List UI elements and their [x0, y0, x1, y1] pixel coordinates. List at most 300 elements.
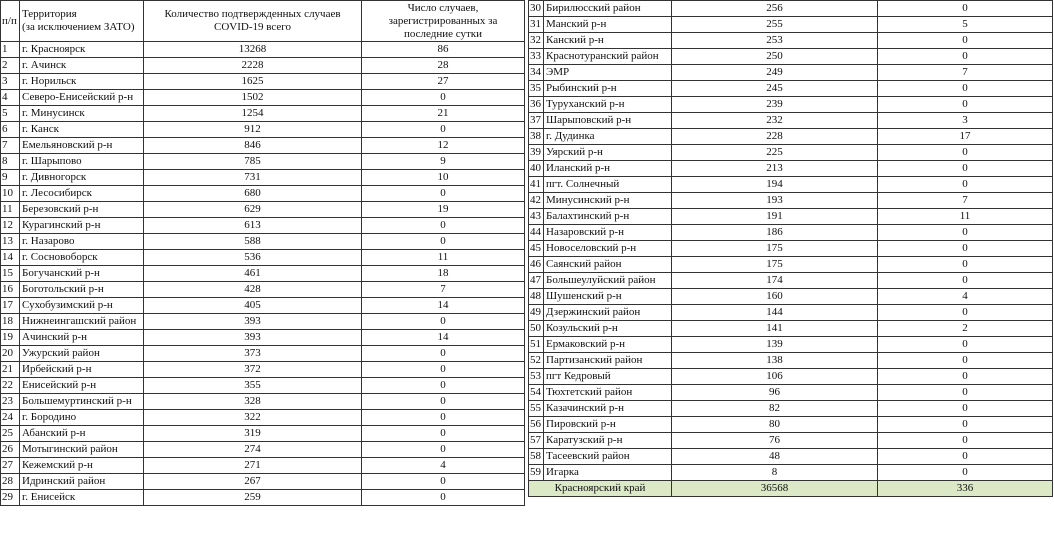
total-cases: 138	[672, 353, 878, 369]
territory-name: Игарка	[544, 465, 672, 481]
row-number: 2	[1, 58, 20, 74]
table-row	[1, 138, 525, 154]
territory-name: Канский р-н	[544, 33, 672, 49]
table-row	[529, 129, 1053, 145]
territory-name: Тасеевский район	[544, 449, 672, 465]
total-row	[529, 481, 1053, 497]
territory-name: г. Ачинск	[20, 58, 144, 74]
table-row	[529, 305, 1053, 321]
total-cases: 80	[672, 417, 878, 433]
total-cases: 249	[672, 65, 878, 81]
territory-name: Ирбейский р-н	[20, 362, 144, 378]
daily-cases: 0	[878, 241, 1053, 257]
territory-name: Шарыповский р-н	[544, 113, 672, 129]
table-row	[529, 145, 1053, 161]
row-number: 7	[1, 138, 20, 154]
territory-name: Большеулуйский район	[544, 273, 672, 289]
daily-cases: 7	[362, 282, 525, 298]
table-row	[529, 225, 1053, 241]
daily-cases: 0	[362, 90, 525, 106]
daily-cases: 19	[362, 202, 525, 218]
row-number: 58	[529, 449, 544, 465]
total-cases: 141	[672, 321, 878, 337]
row-number: 53	[529, 369, 544, 385]
daily-cases: 0	[878, 97, 1053, 113]
row-number: 21	[1, 362, 20, 378]
daily-cases: 0	[878, 225, 1053, 241]
table-row	[1, 490, 525, 506]
daily-cases: 0	[878, 161, 1053, 177]
total-cases: 239	[672, 97, 878, 113]
table-row	[1, 186, 525, 202]
daily-cases: 7	[878, 65, 1053, 81]
total-cases: 846	[144, 138, 362, 154]
row-number: 28	[1, 474, 20, 490]
row-number: 23	[1, 394, 20, 410]
header-territory: Территория (за исключением ЗАТО)	[20, 1, 144, 42]
row-number: 46	[529, 257, 544, 273]
total-cases: 271	[144, 458, 362, 474]
territory-name: Козульский р-н	[544, 321, 672, 337]
daily-cases: 0	[878, 465, 1053, 481]
table-row	[1, 42, 525, 58]
row-number: 31	[529, 17, 544, 33]
total-cases: 274	[144, 442, 362, 458]
table-row	[1, 282, 525, 298]
territory-name: Рыбинский р-н	[544, 81, 672, 97]
total-cases: 461	[144, 266, 362, 282]
row-number: 24	[1, 410, 20, 426]
row-number: 45	[529, 241, 544, 257]
territory-name: пгт Кедровый	[544, 369, 672, 385]
daily-cases: 11	[878, 209, 1053, 225]
territory-name: Назаровский р-н	[544, 225, 672, 241]
row-number: 22	[1, 378, 20, 394]
territory-name: Иланский р-н	[544, 161, 672, 177]
table-row	[529, 401, 1053, 417]
daily-cases: 86	[362, 42, 525, 58]
table-row	[1, 218, 525, 234]
row-number: 30	[529, 1, 544, 17]
covid-table-left	[0, 0, 525, 506]
total-cases: 259	[144, 490, 362, 506]
daily-cases: 4	[362, 458, 525, 474]
table-row	[529, 49, 1053, 65]
total-cases: 48	[672, 449, 878, 465]
row-number: 50	[529, 321, 544, 337]
territory-name: Уярский р-н	[544, 145, 672, 161]
table-row	[1, 314, 525, 330]
table-row	[529, 321, 1053, 337]
daily-cases: 0	[362, 186, 525, 202]
daily-cases: 0	[362, 394, 525, 410]
table-row	[1, 170, 525, 186]
row-number: 35	[529, 81, 544, 97]
total-cases: 36568	[672, 481, 878, 497]
territory-name: г. Назарово	[20, 234, 144, 250]
territory-name: Саянский район	[544, 257, 672, 273]
daily-cases: 0	[878, 273, 1053, 289]
daily-cases: 0	[878, 433, 1053, 449]
territory-name: Минусинский р-н	[544, 193, 672, 209]
territory-name: г. Дивногорск	[20, 170, 144, 186]
total-cases: 245	[672, 81, 878, 97]
daily-cases: 0	[878, 417, 1053, 433]
table-row	[529, 433, 1053, 449]
daily-cases: 0	[362, 426, 525, 442]
table-row	[529, 369, 1053, 385]
total-cases: 912	[144, 122, 362, 138]
row-number: 43	[529, 209, 544, 225]
daily-cases: 0	[878, 401, 1053, 417]
total-cases: 144	[672, 305, 878, 321]
total-cases: 629	[144, 202, 362, 218]
table-row	[529, 465, 1053, 481]
territory-name: ЭМР	[544, 65, 672, 81]
total-cases: 680	[144, 186, 362, 202]
daily-cases: 0	[878, 449, 1053, 465]
daily-cases: 5	[878, 17, 1053, 33]
territory-name: Казачинский р-н	[544, 401, 672, 417]
row-number: 11	[1, 202, 20, 218]
row-number: 14	[1, 250, 20, 266]
table-row	[1, 362, 525, 378]
total-cases: 319	[144, 426, 362, 442]
row-number: 3	[1, 74, 20, 90]
table-row	[529, 177, 1053, 193]
row-number: 10	[1, 186, 20, 202]
total-cases: 8	[672, 465, 878, 481]
territory-name: Дзержинский район	[544, 305, 672, 321]
table-row	[1, 378, 525, 394]
total-cases: 175	[672, 241, 878, 257]
territory-name: г. Сосновоборск	[20, 250, 144, 266]
territory-name: Шушенский р-н	[544, 289, 672, 305]
total-cases: 731	[144, 170, 362, 186]
table-row	[1, 74, 525, 90]
row-number: 6	[1, 122, 20, 138]
daily-cases: 0	[362, 122, 525, 138]
total-cases: 405	[144, 298, 362, 314]
row-number: 1	[1, 42, 20, 58]
row-number: 32	[529, 33, 544, 49]
total-cases: 191	[672, 209, 878, 225]
row-number: 15	[1, 266, 20, 282]
total-cases: 250	[672, 49, 878, 65]
daily-cases: 14	[362, 330, 525, 346]
row-number: 59	[529, 465, 544, 481]
total-cases: 613	[144, 218, 362, 234]
total-cases: 139	[672, 337, 878, 353]
total-cases: 82	[672, 401, 878, 417]
header-row	[1, 1, 525, 42]
total-cases: 76	[672, 433, 878, 449]
daily-cases: 0	[878, 337, 1053, 353]
table-row	[529, 257, 1053, 273]
total-cases: 228	[672, 129, 878, 145]
territory-name: пгт. Солнечный	[544, 177, 672, 193]
row-number: 47	[529, 273, 544, 289]
total-cases: 255	[672, 17, 878, 33]
daily-cases: 0	[362, 234, 525, 250]
row-number: 36	[529, 97, 544, 113]
territory-name: г. Бородино	[20, 410, 144, 426]
daily-cases: 0	[878, 385, 1053, 401]
daily-cases: 0	[362, 314, 525, 330]
row-number: 4	[1, 90, 20, 106]
row-number: 18	[1, 314, 20, 330]
territory-name: г. Канск	[20, 122, 144, 138]
table-row	[529, 97, 1053, 113]
territory-name: Тюхтетский район	[544, 385, 672, 401]
table-row	[529, 113, 1053, 129]
total-cases: 322	[144, 410, 362, 426]
territory-name: г. Красноярск	[20, 42, 144, 58]
territory-name: Ачинский р-н	[20, 330, 144, 346]
territory-name: Мотыгинский район	[20, 442, 144, 458]
total-cases: 1625	[144, 74, 362, 90]
covid-table-right	[528, 0, 1053, 497]
row-number: 56	[529, 417, 544, 433]
table-row	[1, 106, 525, 122]
row-number: 37	[529, 113, 544, 129]
table-row	[529, 289, 1053, 305]
total-cases: 267	[144, 474, 362, 490]
territory-name: Новоселовский р-н	[544, 241, 672, 257]
territory-name: г. Норильск	[20, 74, 144, 90]
row-number: 49	[529, 305, 544, 321]
daily-cases: 0	[362, 410, 525, 426]
row-number: 5	[1, 106, 20, 122]
total-cases: 393	[144, 330, 362, 346]
total-cases: 393	[144, 314, 362, 330]
table-row	[529, 161, 1053, 177]
header-daily: Число случаев, зарегистрированных за последние сутки	[362, 1, 525, 42]
table-row	[529, 273, 1053, 289]
territory-name: Бирилюсский район	[544, 1, 672, 17]
table-row	[529, 33, 1053, 49]
territory-name: Нижнеингашский район	[20, 314, 144, 330]
row-number: 54	[529, 385, 544, 401]
total-cases: 174	[672, 273, 878, 289]
territory-name: Идринский район	[20, 474, 144, 490]
table-row	[1, 394, 525, 410]
daily-cases: 0	[362, 442, 525, 458]
territory-name: Ужурский район	[20, 346, 144, 362]
total-daily: 336	[878, 481, 1053, 497]
territory-name: Каратузский р-н	[544, 433, 672, 449]
daily-cases: 0	[878, 257, 1053, 273]
daily-cases: 0	[878, 49, 1053, 65]
table-row	[1, 330, 525, 346]
territory-name: Емельяновский р-н	[20, 138, 144, 154]
row-number: 40	[529, 161, 544, 177]
daily-cases: 0	[362, 346, 525, 362]
daily-cases: 0	[878, 1, 1053, 17]
territory-name: Кежемский р-н	[20, 458, 144, 474]
territory-name: г. Минусинск	[20, 106, 144, 122]
daily-cases: 0	[362, 218, 525, 234]
daily-cases: 2	[878, 321, 1053, 337]
total-cases: 536	[144, 250, 362, 266]
total-cases: 2228	[144, 58, 362, 74]
territory-name: Ермаковский р-н	[544, 337, 672, 353]
table-row	[529, 1, 1053, 17]
total-cases: 428	[144, 282, 362, 298]
total-cases: 372	[144, 362, 362, 378]
daily-cases: 10	[362, 170, 525, 186]
table-row	[529, 385, 1053, 401]
table-row	[1, 426, 525, 442]
territory-name: Балахтинский р-н	[544, 209, 672, 225]
total-cases: 225	[672, 145, 878, 161]
table-row	[529, 241, 1053, 257]
total-cases: 1254	[144, 106, 362, 122]
territory-name: Курагинский р-н	[20, 218, 144, 234]
row-number: 44	[529, 225, 544, 241]
total-cases: 96	[672, 385, 878, 401]
table-row	[1, 298, 525, 314]
total-cases: 160	[672, 289, 878, 305]
territory-name: Богучанский р-н	[20, 266, 144, 282]
territory-name: г. Дудинка	[544, 129, 672, 145]
territory-name: Северо-Енисейский р-н	[20, 90, 144, 106]
daily-cases: 11	[362, 250, 525, 266]
total-cases: 186	[672, 225, 878, 241]
daily-cases: 4	[878, 289, 1053, 305]
daily-cases: 0	[878, 305, 1053, 321]
table-row	[1, 458, 525, 474]
table-row	[529, 417, 1053, 433]
table-row	[1, 346, 525, 362]
row-number: 55	[529, 401, 544, 417]
daily-cases: 14	[362, 298, 525, 314]
row-number: 19	[1, 330, 20, 346]
daily-cases: 0	[878, 81, 1053, 97]
table-row	[1, 90, 525, 106]
table-row	[1, 442, 525, 458]
daily-cases: 0	[878, 33, 1053, 49]
territory-name: Пировский р-н	[544, 417, 672, 433]
total-cases: 193	[672, 193, 878, 209]
row-number: 12	[1, 218, 20, 234]
table-row	[1, 410, 525, 426]
territory-name: Партизанский район	[544, 353, 672, 369]
total-cases: 253	[672, 33, 878, 49]
row-number: 41	[529, 177, 544, 193]
territory-name: Краснотуранский район	[544, 49, 672, 65]
table-row	[529, 449, 1053, 465]
daily-cases: 9	[362, 154, 525, 170]
total-cases: 256	[672, 1, 878, 17]
row-number: 16	[1, 282, 20, 298]
row-number: 27	[1, 458, 20, 474]
territory-name: Абанский р-н	[20, 426, 144, 442]
total-cases: 355	[144, 378, 362, 394]
row-number: 48	[529, 289, 544, 305]
daily-cases: 18	[362, 266, 525, 282]
row-number: 34	[529, 65, 544, 81]
table-row	[1, 266, 525, 282]
row-number: 13	[1, 234, 20, 250]
row-number: 33	[529, 49, 544, 65]
header-num: п/п	[1, 1, 20, 42]
daily-cases: 28	[362, 58, 525, 74]
table-row	[1, 474, 525, 490]
total-cases: 213	[672, 161, 878, 177]
territory-name: Манский р-н	[544, 17, 672, 33]
row-number: 20	[1, 346, 20, 362]
total-cases: 13268	[144, 42, 362, 58]
table-row	[1, 122, 525, 138]
daily-cases: 0	[878, 369, 1053, 385]
row-number: 26	[1, 442, 20, 458]
row-number: 51	[529, 337, 544, 353]
territory-name: г. Лесосибирск	[20, 186, 144, 202]
territory-name: г. Шарыпово	[20, 154, 144, 170]
daily-cases: 0	[362, 362, 525, 378]
table-row	[1, 58, 525, 74]
table-row	[529, 209, 1053, 225]
territory-name: Боготольский р-н	[20, 282, 144, 298]
daily-cases: 12	[362, 138, 525, 154]
total-cases: 194	[672, 177, 878, 193]
territory-name: Сухобузимский р-н	[20, 298, 144, 314]
daily-cases: 0	[362, 378, 525, 394]
daily-cases: 0	[362, 474, 525, 490]
total-cases: 1502	[144, 90, 362, 106]
table-row	[529, 337, 1053, 353]
table-row	[529, 65, 1053, 81]
row-number: 29	[1, 490, 20, 506]
total-label: Красноярский край	[529, 481, 672, 497]
daily-cases: 0	[362, 490, 525, 506]
total-cases: 588	[144, 234, 362, 250]
daily-cases: 27	[362, 74, 525, 90]
daily-cases: 7	[878, 193, 1053, 209]
row-number: 52	[529, 353, 544, 369]
total-cases: 106	[672, 369, 878, 385]
table-row	[1, 234, 525, 250]
table-row	[529, 17, 1053, 33]
total-cases: 232	[672, 113, 878, 129]
total-cases: 328	[144, 394, 362, 410]
row-number: 17	[1, 298, 20, 314]
row-number: 57	[529, 433, 544, 449]
total-cases: 373	[144, 346, 362, 362]
territory-name: Туруханский р-н	[544, 97, 672, 113]
table-row	[529, 193, 1053, 209]
row-number: 25	[1, 426, 20, 442]
total-cases: 785	[144, 154, 362, 170]
daily-cases: 0	[878, 177, 1053, 193]
row-number: 8	[1, 154, 20, 170]
table-row	[1, 154, 525, 170]
daily-cases: 0	[878, 353, 1053, 369]
territory-name: Большемуртинский р-н	[20, 394, 144, 410]
daily-cases: 21	[362, 106, 525, 122]
territory-name: Енисейский р-н	[20, 378, 144, 394]
territory-name: Березовский р-н	[20, 202, 144, 218]
row-number: 38	[529, 129, 544, 145]
table-row	[1, 202, 525, 218]
territory-name: г. Енисейск	[20, 490, 144, 506]
daily-cases: 0	[878, 145, 1053, 161]
table-row	[1, 250, 525, 266]
table-row	[529, 81, 1053, 97]
row-number: 39	[529, 145, 544, 161]
table-row	[529, 353, 1053, 369]
